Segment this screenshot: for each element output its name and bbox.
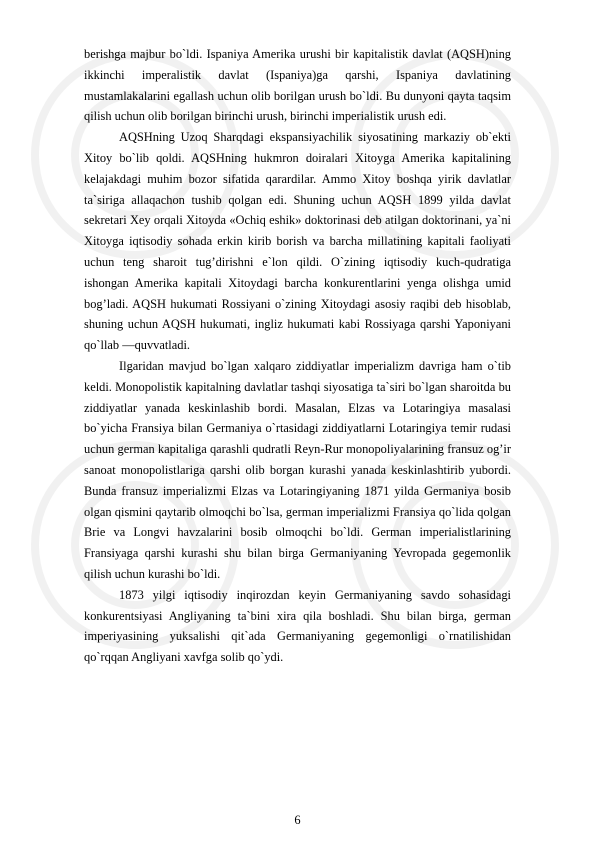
paragraph-1: berishga majbur bo`ldi. Ispaniya Amerika urushi bir kapitalistik davlat (AQSH)ning ikkinchi imperalistik davlat (Ispaniya)ga qarshi, Ispaniya davlatining mustamlakalarini egallash uchun olib borilgan urush bo`ldi. Bu dunyoni qayta taqsim qilish uchun olib borilgan birinchi urush, birinchi imperialistik urush edi. bbox=[84, 47, 511, 124]
paragraph-4: 1873 yilgi iqtisodiy inqirozdan keyin Germaniyaning savdo sohasidagi konkurentsiyasi Angliyaning ta`bini xira qila boshladi. Shu bilan birga, german imperiyasining yuksalishi qit`ada Germaniyaning gegemonligi o`rnatilishidan qo`rqqan Angliyani xavfga solib qo`ydi. bbox=[84, 587, 511, 665]
page-number: 6 bbox=[294, 813, 301, 827]
paragraph-2: AQSHning Uzoq Sharqdagi ekspansiyachilik siyosatining markaziy ob`ekti Xitoy bo`lib qoldi. AQSHning hukmron doiralari Xitoyga Amerika kapitalining kelajakdagi muhim bozor sifatida qarardilar. Ammo Xitoy boshqa yirik davlatlar ta`siriga allaqachon tushib qolgan edi. Shuning uchun AQSH 1899 yilda davlat sekretari Xey orqali Xitoyda «Ochiq eshik» doktorinasi deb atilgan doktorinani, ya`ni Xitoyga iqtisodiy sohada erkin kirib borish va barcha millatining kapitali faoliyati uchun teng sharoit tug’dirishni e`lon qildi. O`zining iqtisodiy kuch-qudratiga ishongan Amerika kapitali Xitoydagi barcha konkurentlarini yenga olishga umid bog’ladi. AQSH hukumati Rossiyani o`zining Xitoydagi asosiy raqibi deb hisoblab, shuning uchun AQSH hukumati, ingliz hukumati kabi Rossiyaga qarshi Yaponiyani qo`llab —quvvatladi. bbox=[84, 130, 511, 353]
paragraph-3: Ilgaridan mavjud bo`lgan xalqaro ziddiyatlar imperializm davriga ham o`tib keldi. Monopolistik kapitalning davlatlar tashqi siyosatiga ta`siri bo`lgan sharoitda bu ziddiyatlar yanada keskinlashib bordi. Masalan, Elzas va Lotaringiya masalasi bo`yicha Fransiya bilan Germaniya o`rtasidagi ziddiyatlarni Lotaringiya temir rudasi uchun german kapitaliga qarashli qudratli Reyn-Rur monopoliyalarining fransuz og’ir sanoat monopolistlariga qarshi olib borgan kurashi yanada keskinlashtirib yubordi. Bunda fransuz imperializmi Elzas va Lotaringiyaning 1871 yilda Germaniya bosib olgan qismini qaytarib olmoqchi bo`lsa, german imperializmi Fransiya qo`lida qolgan Brie va Longvi havzalarini bosib olmoqchi bo`ldi. German imperialistlarining Fransiyaga qarshi kurashi shu bilan birga Germaniyaning Yevropada gegemonlik qilish uchun kurashi bo`ldi. bbox=[84, 358, 511, 581]
body-text bbox=[84, 44, 511, 668]
